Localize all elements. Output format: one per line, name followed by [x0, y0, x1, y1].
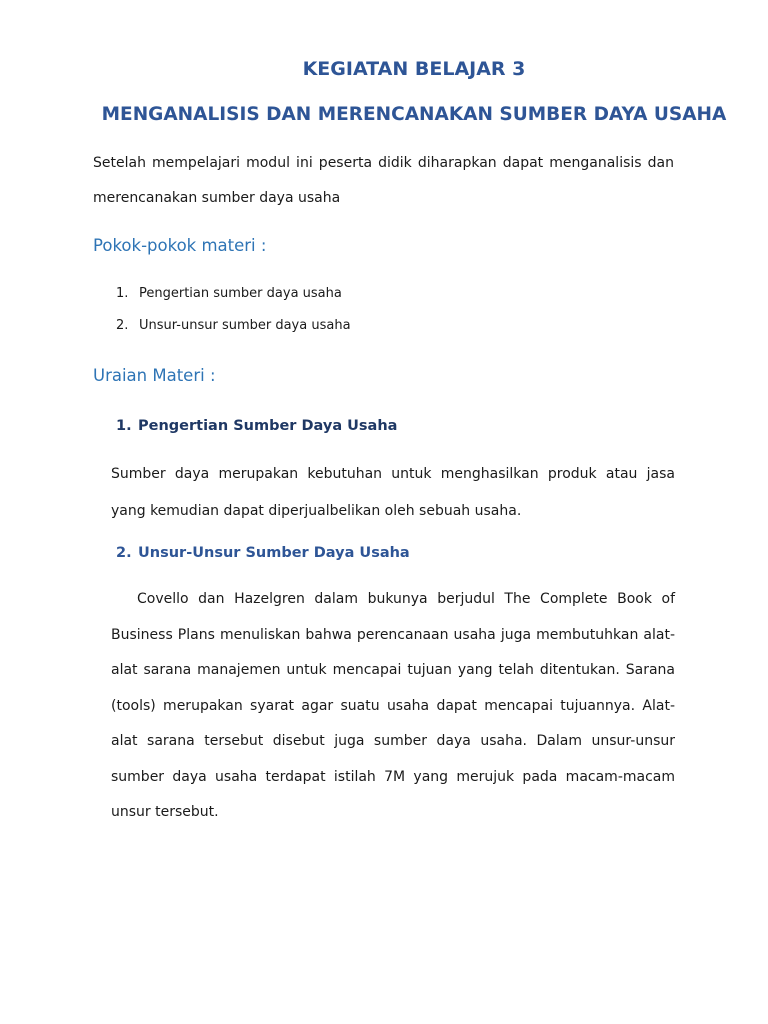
section-heading-text: Unsur-Unsur Sumber Daya Usaha — [138, 545, 410, 561]
uraian-materi-heading: Uraian Materi : — [93, 366, 216, 385]
page-title: KEGIATAN BELAJAR 3 — [302, 58, 526, 80]
list-item-text: Unsur-unsur sumber daya usaha — [139, 318, 351, 333]
section-number: 2. — [116, 545, 132, 561]
list-item-text: Pengertian sumber daya usaha — [139, 286, 342, 301]
list-item — [116, 318, 351, 333]
section-heading-unsur — [116, 545, 410, 561]
pokok-materi-heading: Pokok-pokok materi : — [93, 236, 267, 255]
section-body-pengertian: Sumber daya merupakan kebutuhan untuk menghasilkan produk atau jasa yang kemudian dapat diperjualbelikan oleh sebuah usaha. — [111, 466, 675, 519]
list-item-number: 1. — [116, 286, 129, 301]
list-item — [116, 286, 342, 301]
list-item-number: 2. — [116, 318, 129, 333]
page-subtitle: MENGANALISIS DAN MERENCANAKAN SUMBER DAYA USAHA — [101, 104, 727, 125]
section-heading-pengertian — [116, 418, 397, 434]
section-number: 1. — [116, 418, 132, 434]
section-body-unsur: Covello dan Hazelgren dalam bukunya berjudul The Complete Book of Business Plans menuliskan bahwa perencanaan usaha juga membutuhkan alat-alat sarana manajemen untuk mencapai tujuan yang telah ditentukan. Sarana (tools) merupakan syarat agar suatu usaha dapat mencapai tujuannya. Alat-alat sarana tersebut disebut juga sumber daya usaha. Dalam unsur-unsur sumber daya usaha terdapat istilah 7M yang merujuk pada macam-macam unsur tersebut. — [111, 591, 675, 820]
section-heading-text: Pengertian Sumber Daya Usaha — [138, 418, 398, 434]
intro-paragraph: Setelah mempelajari modul ini peserta didik diharapkan dapat menganalisis dan merencanakan sumber daya usaha — [93, 155, 674, 206]
